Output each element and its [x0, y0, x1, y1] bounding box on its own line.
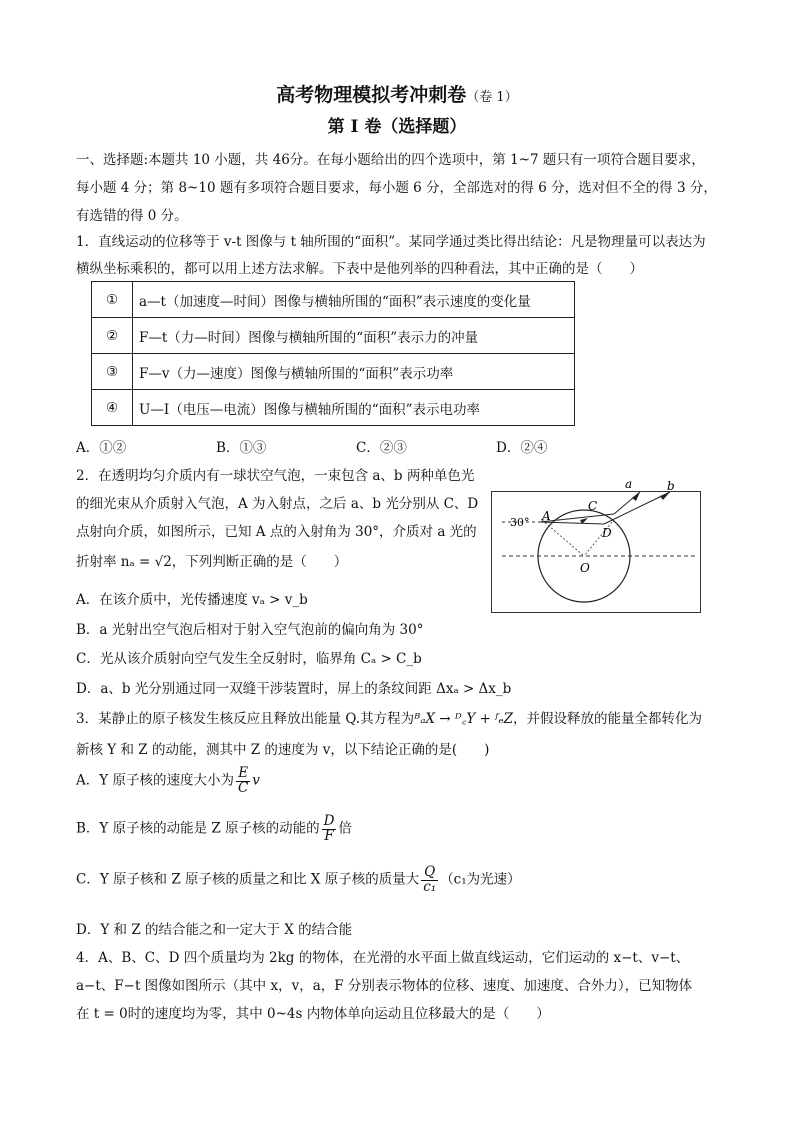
q2-option-b[interactable]: B．a 光射出空气泡后相对于射入空气泡前的偏向角为 30° [76, 622, 424, 638]
q2-option-c[interactable]: C．光从该介质射向空气发生全反射时，临界角 Cₐ > C_b [76, 651, 422, 667]
label-a: a [625, 477, 633, 491]
instructions-line-3: 有选错的得 0 分。 [76, 208, 188, 224]
q2-line-4: 折射率 nₐ = √2，下列判断正确的是（ ） [76, 554, 348, 570]
q3-line-2: 新核 Y 和 Z 的动能，测其中 Z 的速度为 v，以下结论正确的是( ) [76, 742, 490, 758]
q2-line-1: 2．在透明均匀介质内有一球状空气泡，一束包含 a、b 两种单色光 [76, 468, 475, 484]
table-row [92, 390, 575, 426]
arrow-a [632, 492, 640, 501]
denominator: F [324, 827, 334, 844]
instructions-line-1: 一、选择题:本题共 10 小题，共 46分。在每小题给出的四个选项中，第 1~7 题只有一项符合题目要求， [76, 152, 705, 168]
row-number: ④ [92, 390, 133, 426]
choice-d[interactable]: D．②④ [496, 440, 548, 456]
choice-c[interactable]: C．②③ [356, 440, 407, 456]
q2-line-3: 点射向介质，如图所示，已知 A 点的入射角为 30°，介质对 a 光的 [76, 524, 477, 540]
option-text: B．Y 原子核的动能是 Z 原子核的动能的 [76, 820, 320, 837]
label-center-o: O [580, 561, 590, 575]
q1-line-1: 1．直线运动的位移等于 v-t 图像与 t 轴所围的“面积”。某同学通过类比得出结论：凡是物理量可以表达为 [76, 234, 706, 250]
q1-choices [76, 436, 636, 456]
q4-line-2: a−t、F−t 图像如图所示（其中 x，v，a，F 分别表示物体的位移、速度、加速度、合外力），已知物体 [76, 978, 693, 994]
label-point-a: A [542, 509, 551, 523]
row-text: F—t（力—时间）图像与横轴所围的“面积”表示力的冲量 [133, 318, 575, 354]
bubble-diagram [492, 477, 700, 612]
fraction [236, 767, 250, 795]
q3-line-1 [76, 707, 702, 727]
row-number: ③ [92, 354, 133, 390]
option-suffix: v [252, 772, 260, 789]
q3-option-c[interactable] [76, 866, 521, 894]
arrow-b [660, 492, 670, 500]
radius-line [542, 520, 584, 556]
numerator: E [236, 767, 250, 782]
option-suffix: 倍 [338, 820, 352, 837]
option-text: A．Y 原子核的速度大小为 [76, 772, 234, 789]
table-row [92, 318, 575, 354]
q2-option-a[interactable]: A．在该介质中，光传播速度 vₐ > v_b [76, 592, 308, 608]
row-number: ② [92, 318, 133, 354]
q3-text-pre: 3．某静止的原子核发生核反应且释放出能量 Q.其方程为 [76, 711, 415, 727]
row-number: ① [92, 282, 133, 318]
bubble-figure [491, 477, 701, 613]
title-text: 高考物理模拟考冲刺卷 [276, 84, 467, 106]
label-point-d: D [602, 526, 612, 540]
fraction [322, 815, 337, 843]
title-suffix: （卷 1） [466, 90, 518, 105]
choice-a[interactable]: A．①② [76, 440, 127, 456]
label-angle: 30° [510, 516, 530, 529]
choice-b[interactable]: B．①③ [216, 440, 267, 456]
q2-option-d[interactable]: D．a、b 光分别通过同一双缝干涉装置时，屏上的条纹间距 Δxₐ > Δx_b [76, 681, 512, 697]
label-b: b [667, 479, 675, 493]
section-title: 第 I 卷（选择题） [327, 117, 467, 137]
row-text: a—t（加速度—时间）图像与横轴所围的“面积”表示速度的变化量 [133, 282, 575, 318]
q3-option-d[interactable]: D．Y 和 Z 的结合能之和一定大于 X 的结合能 [76, 922, 353, 938]
q1-line-2: 横纵坐标乘积的，都可以用上述方法求解。下表中是他列举的四种看法，其中正确的是（ ） [76, 261, 643, 277]
q2-line-2: 的细光束从介质射入气泡，A 为入射点，之后 a、b 光分别从 C、D [76, 496, 479, 512]
q4-line-3: 在 t = 0时的速度均为零，其中 0~4s 内物体单向运动且位移最大的是（ ） [76, 1006, 550, 1022]
ray-a-inside [540, 514, 614, 522]
row-text: F—v（力—速度）图像与横轴所围的“面积”表示功率 [133, 354, 575, 390]
q4-line-1: 4．A、B、C、D 四个质量均为 2kg 的物体，在光滑的水平面上做直线运动，它们运动的 x−t、v−t、 [76, 950, 690, 966]
numerator: D [323, 813, 335, 829]
table-row [92, 354, 575, 390]
q3-equation: ᴮₐX → ᴰ꜀Y + ᶠₑZ [414, 711, 513, 727]
fraction [421, 866, 438, 894]
label-point-c: C [588, 499, 598, 513]
instructions-line-2: 每小题 4 分；第 8~10 题有多项符合题目要求，每小题 6 分，全部选对的得 6 分，选对但不全的得 3 分， [76, 180, 717, 196]
q3-option-b[interactable] [76, 815, 352, 843]
numerator: Q [421, 866, 438, 881]
denominator: C [237, 779, 249, 796]
q3-text-post: ，并假设释放的能量全都转化为 [512, 711, 702, 727]
table-row [92, 282, 575, 318]
q1-table [91, 281, 575, 426]
option-text: C．Y 原子核和 Z 原子核的质量之和比 X 原子核的质量大 [76, 871, 420, 888]
page-title [0, 80, 794, 107]
q3-option-a[interactable] [76, 767, 260, 795]
row-text: U—I（电压—电流）图像与横轴所围的“面积”表示电功率 [133, 390, 575, 426]
denominator: c₁ [423, 878, 437, 895]
option-suffix: （c₁为光速） [440, 871, 521, 888]
